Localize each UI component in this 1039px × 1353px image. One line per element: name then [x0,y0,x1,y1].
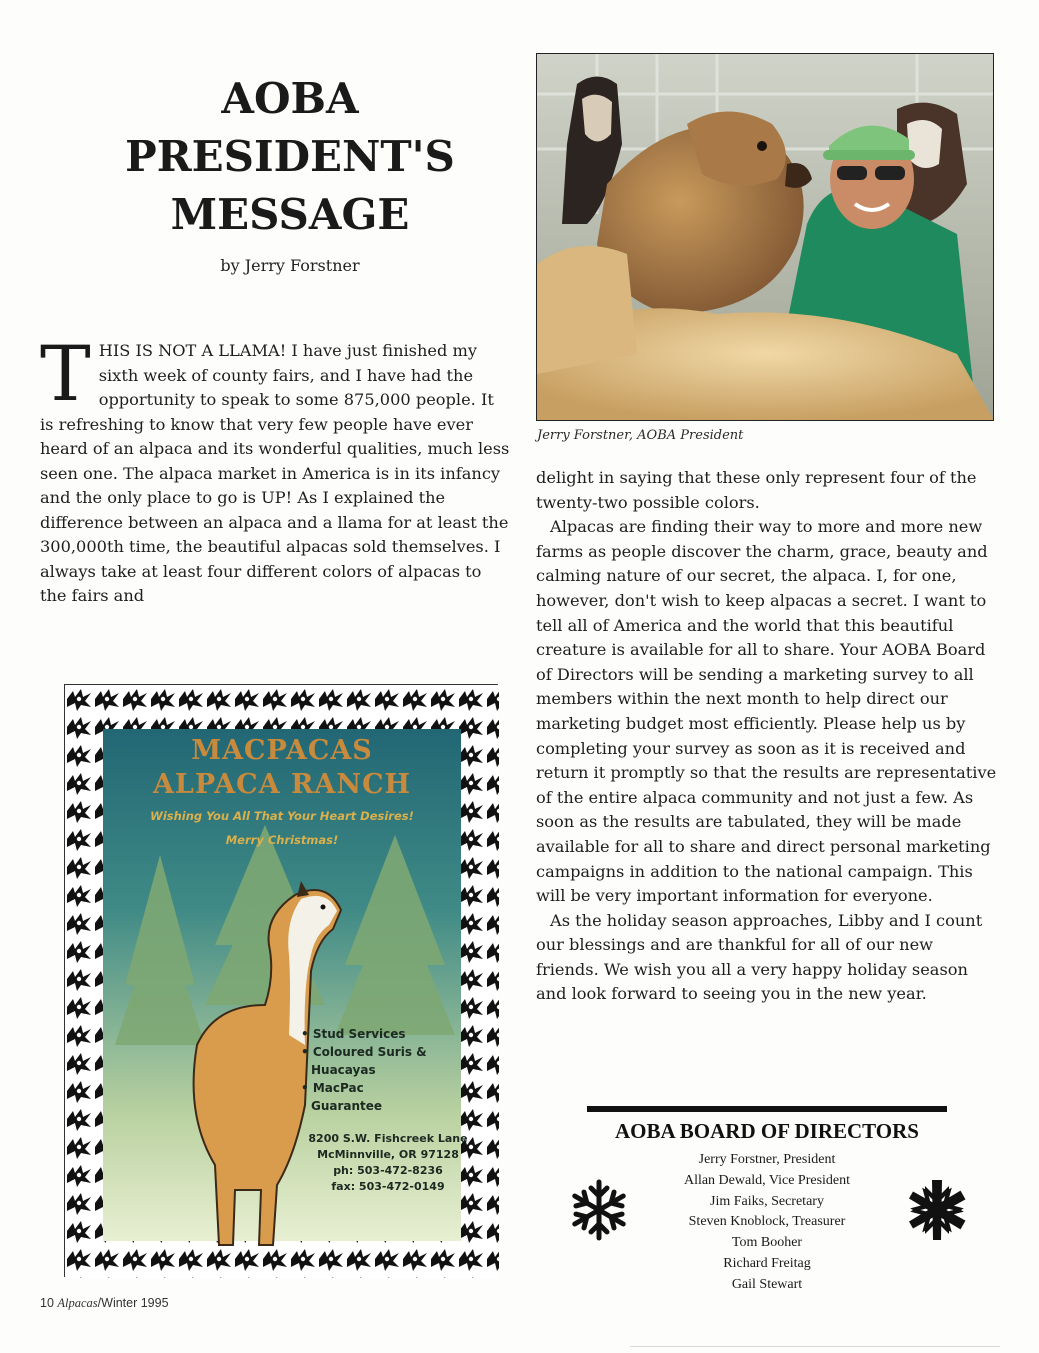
board-member: Richard Freitag [723,1255,811,1271]
board-title: AOBA BOARD OF DIRECTORS [615,1119,919,1143]
issue-date: /Winter 1995 [97,1296,169,1310]
macpacas-advertisement [64,684,498,1277]
board-member: Jerry Forstner, President [698,1152,836,1167]
board-members-list [640,1150,894,1296]
page-footer [40,1296,169,1311]
ad-service-item: • Stud Services [301,1027,406,1041]
byline: by Jerry Forstner [220,256,360,275]
snowflake-icon [903,1176,971,1244]
board-member: Jim Faiks, Secretary [710,1193,824,1209]
bottom-rule [630,1346,1000,1347]
article-column-2 [536,466,998,1007]
photo-caption: Jerry Forstner, AOBA President [537,428,744,443]
title-line-3: MESSAGE [170,190,410,239]
board-member: Tom Booher [731,1235,803,1251]
article-title [60,70,520,244]
snowflake-icon [566,1177,632,1243]
publication-name: Alpacas [57,1296,98,1310]
ad-address [299,1131,477,1195]
board-divider [587,1106,947,1112]
ad-merry-christmas: Merry Christmas! [225,833,339,847]
ad-ranch-name-line-2: ALPACA RANCH [152,769,412,800]
ad-service-item: • MacPac [301,1081,364,1095]
ad-service-item: Huacayas [311,1063,376,1077]
board-member: Allan Dewald, Vice President [683,1172,851,1188]
paragraph-1: delight in saying that these only represent four of the twenty-two possible colors. [536,468,977,512]
president-photo-image [537,54,994,421]
ad-service-item: Guarantee [311,1099,383,1113]
intro-text: HIS IS NOT A LLAMA! I have just finished my sixth week of county fairs, and I have had the opportunity to speak to some 875,000 people. It is refreshing to know that very few people have ever heard of an alpaca and its wonderful qualities, much less seen one. The alpaca market in America is in its infancy and the only place to go is UP! As I explained the difference between an alpaca and a llama for at least the 300,000th time, the beautiful alpacas sold themselves. I always take at least four different colors of alpacas to the fairs and [40,341,510,605]
page-number: 10 [40,1296,54,1310]
ad-address-line: 8200 S.W. Fishcreek Lane [308,1132,468,1145]
ad-address-line: McMinnville, OR 97128 [317,1148,459,1161]
president-photo [536,53,994,421]
title-line-1: AOBA [221,74,359,123]
board-member: Gail Stewart [731,1276,803,1292]
ad-ranch-name-line-1: MACPACAS [191,735,373,766]
ad-services-list [301,1025,427,1115]
ad-phone: ph: 503-472-8236 [333,1164,443,1177]
board-member: Steven Knoblock, Treasurer [688,1214,846,1230]
paragraph-3: As the holiday season approaches, Libby and I count our blessings and are thankful for all of our new friends. We wish you all a very happy holiday season and look forward to seeing you in the new year. [536,910,983,1004]
ad-greeting: Wishing You All That Your Heart Desires! [150,809,414,823]
intro-paragraph [40,329,510,609]
ad-fax: fax: 503-472-0149 [331,1180,445,1193]
ad-service-item: • Coloured Suris & [301,1045,427,1059]
paragraph-2: Alpacas are finding their way to more and more new farms as people discover the charm, grace, beauty and calming nature of our secret, the alpaca. I, for one, however, don't wish to keep alpacas a secret. I want to tell all of America and the world that this beautiful creature is available for all to share. Your AOBA Board of Directors will be sending a marketing survey to all members within the next month to help direct our marketing budget most efficiently. Please help us by completing your survey as soon as it is received and return it promptly so that the results are representative of the entire alpaca community and not just a few. As soon as the results are tabulated, they will be made available for all to share and direct personal marketing campaigns in addition to the national campaign. This will be very important information for everyone. [536,517,997,906]
title-line-2: PRESIDENT'S [125,132,455,181]
drop-cap: T [40,329,91,418]
